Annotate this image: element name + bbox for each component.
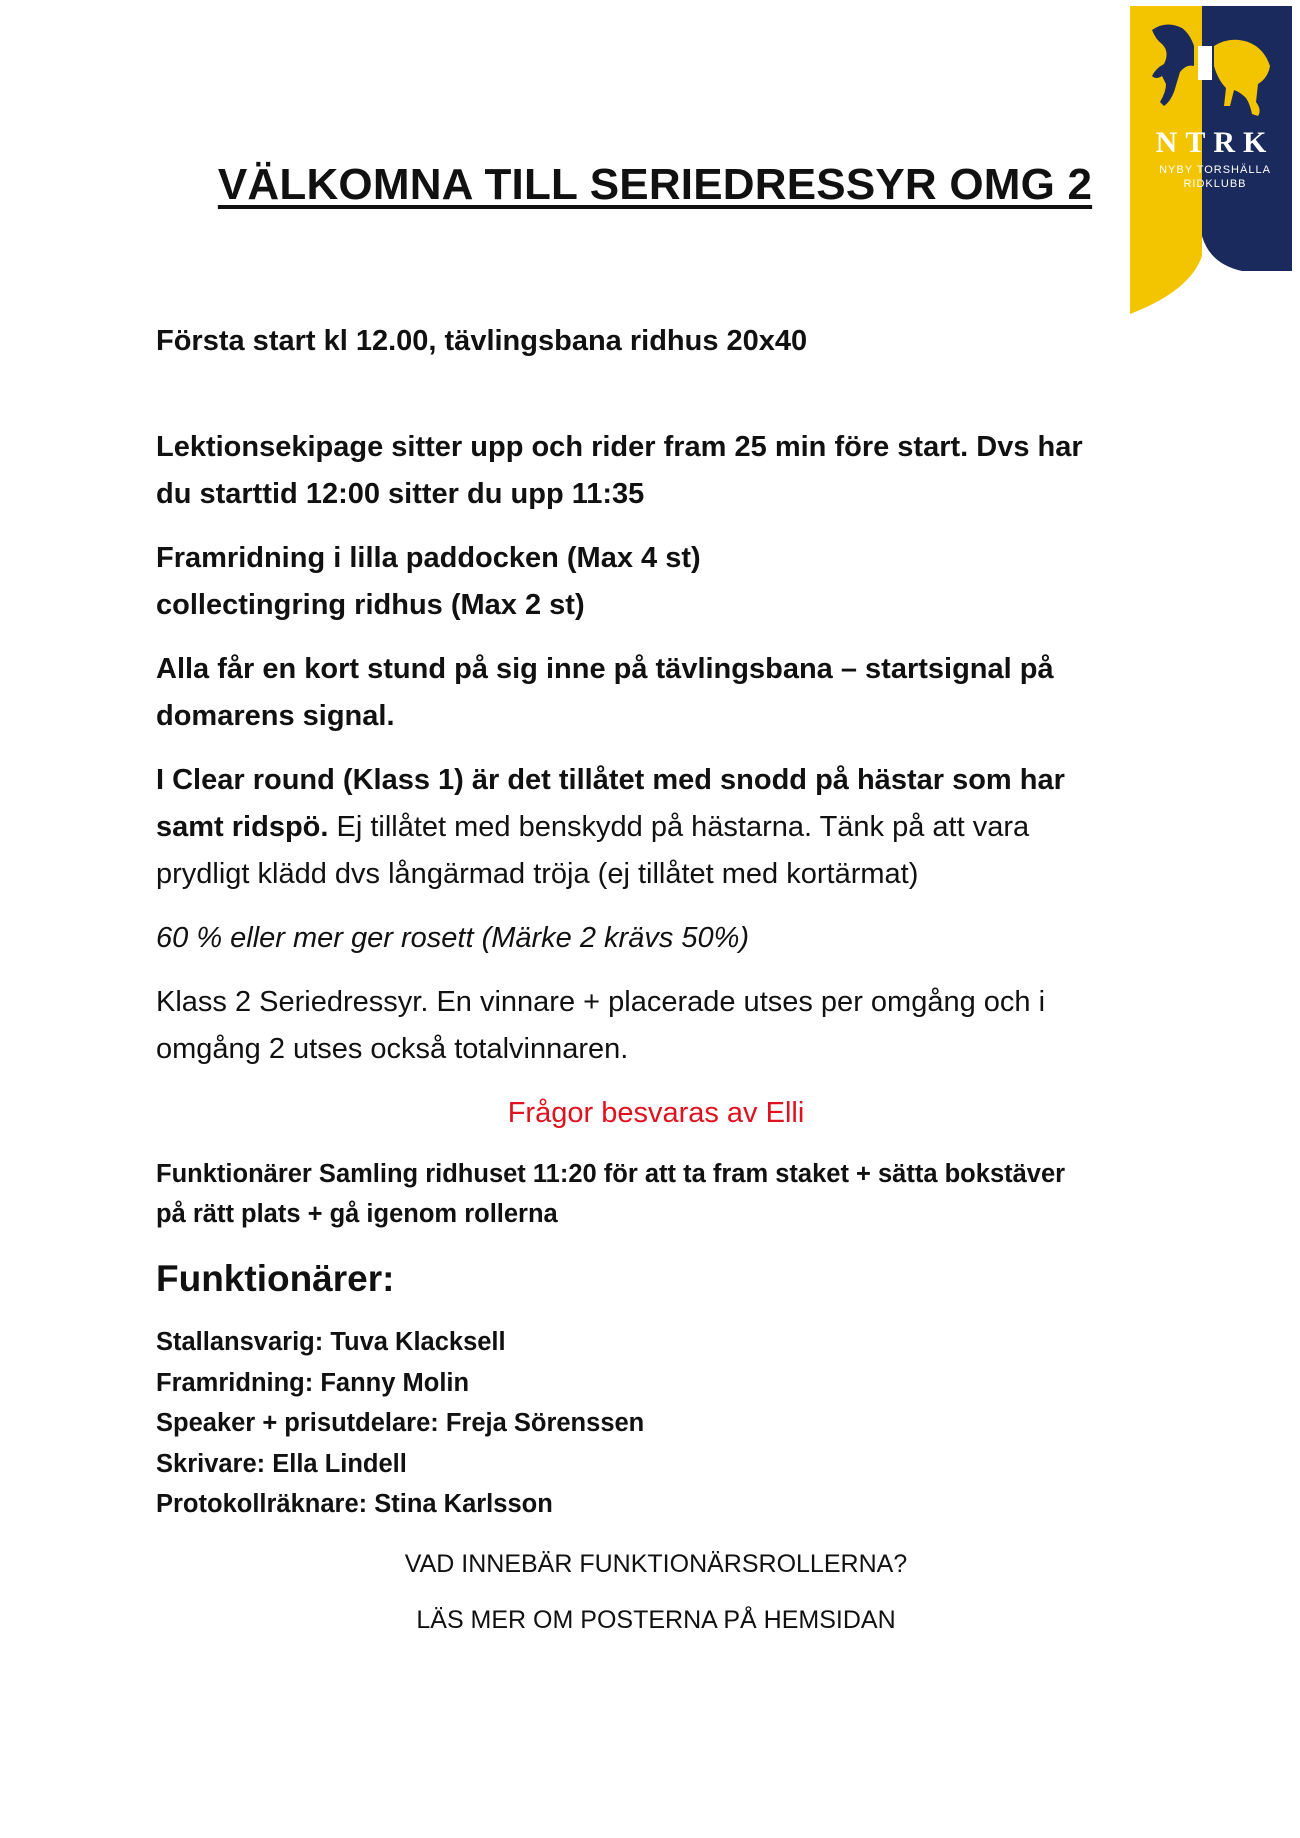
class2-paragraph [156, 979, 1176, 1073]
official-item: Protokollräknare: Stina Karlsson [156, 1490, 553, 1518]
arena-line1: Alla får en kort stund på sig inne på tävlingsbana – startsignal på [156, 653, 1054, 685]
warmup-line2: collectingring ridhus (Max 2 st) [156, 589, 585, 621]
logo-name-line1: NYBY TORSHÄLLA [1159, 164, 1271, 176]
clear-round-line2-rest: Ej tillåtet med benskydd på hästarna. Tänk på att vara [328, 811, 1030, 843]
officials-meeting-line2: på rätt plats + gå igenom rollerna [156, 1200, 558, 1228]
clear-round-line2-bold: samt ridspö. [156, 811, 329, 843]
read-more-text: LÄS MER OM POSTERNA PÅ HEMSIDAN [416, 1605, 896, 1634]
roles-question: VAD INNEBÄR FUNKTIONÄRSROLLERNA? [404, 1549, 908, 1578]
warmup-line1: Framridning i lilla paddocken (Max 4 st) [156, 542, 701, 574]
officials-list [156, 1322, 1176, 1525]
first-start-text: Första start kl 12.00, tävlingsbana ridhus 20x40 [156, 325, 808, 357]
clear-round-line2 [156, 804, 1176, 851]
official-item: Framridning: Fanny Molin [156, 1368, 470, 1397]
clear-round-paragraph [156, 757, 1176, 898]
official-item: Stallansvarig: Tuva Klacksell [156, 1328, 506, 1356]
rosette-text: 60 % eller mer ger rosett (Märke 2 krävs 50%) [156, 922, 750, 954]
lesson-paragraph [156, 424, 1176, 518]
clear-round-line3: prydligt klädd dvs långärmad tröja (ej tillåtet med kortärmat) [156, 858, 919, 890]
warmup-paragraph [156, 535, 1176, 629]
questions-contact: Frågor besvaras av Elli [507, 1097, 805, 1129]
arena-line2: domarens signal. [156, 700, 395, 732]
lesson-line2: du starttid 12:00 sitter du upp 11:35 [156, 478, 645, 510]
logo-name-line2: RIDKLUBB [1183, 178, 1247, 190]
official-item: Skrivare: Ella Lindell [156, 1449, 407, 1478]
official-item: Speaker + prisutdelare: Freja Sörenssen [156, 1409, 645, 1437]
document-body [156, 318, 1176, 1637]
officials-heading: Funktionärer: [156, 1258, 395, 1299]
arena-paragraph [156, 646, 1176, 740]
lesson-line1: Lektionsekipage sitter upp och rider fram 25 min före start. Dvs har [156, 431, 1083, 463]
clear-round-line1: I Clear round (Klass 1) är det tillåtet med snodd på hästar som har [156, 764, 1065, 796]
class2-line2: omgång 2 utses också totalvinnaren. [156, 1033, 629, 1065]
class2-line1: Klass 2 Seriedressyr. En vinnare + placerade utses per omgång och i [156, 986, 1046, 1018]
officials-meeting-paragraph [156, 1154, 1176, 1234]
logo-abbreviation: NTRK [1155, 126, 1275, 159]
page-title: VÄLKOMNA TILL SERIEDRESSYR OMG 2 [217, 160, 1093, 209]
officials-meeting-line1: Funktionärer Samling ridhuset 11:20 för att ta fram staket + sätta bokstäver [156, 1160, 1066, 1188]
